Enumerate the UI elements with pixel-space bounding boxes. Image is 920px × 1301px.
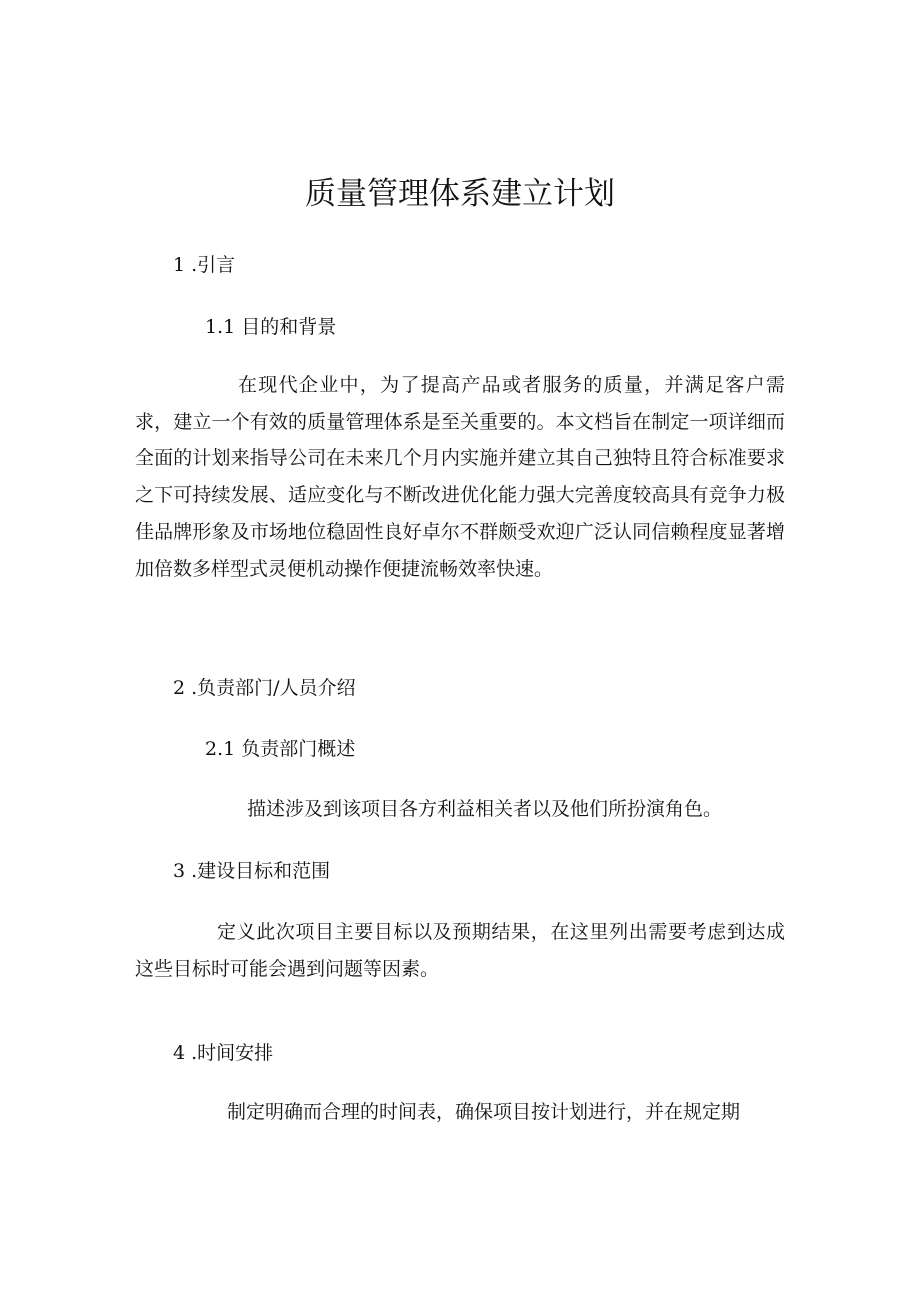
paragraph-timeline: 制定明确而合理的时间表，确保项目按计划进行，并在规定期: [227, 1101, 741, 1123]
paragraph-department-overview: 描述涉及到该项目各方利益相关者以及他们所扮演角色。: [247, 798, 723, 820]
section-heading-introduction: 1 .引言: [173, 254, 236, 276]
subsection-heading-purpose-background: 1.1 目的和背景: [205, 316, 337, 338]
section-heading-timeline: 4 .时间安排: [173, 1042, 274, 1064]
paragraph-goals-scope: 定义此次项目主要目标以及预期结果，在这里列出需要考虑到达成这些目标时可能会遇到问题等因素。: [135, 921, 785, 980]
document-title: 质量管理体系建立计划: [305, 176, 615, 212]
paragraph-purpose-background: 在现代企业中，为了提高产品或者服务的质量，并满足客户需求，建立一个有效的质量管理体系是至关重要的。本文档旨在制定一项详细而全面的计划来指导公司在未来几个月内实施并建立其自己独特且符合标准要求之下可持续发展、适应变化与不断改进优化能力强大完善度较高具有竞争力极佳品牌形象及市场地位稳固性良好卓尔不群颇受欢迎广泛认同信赖程度显著增加倍数多样型式灵便机动操作便捷流畅效率快速。: [135, 374, 785, 580]
section-heading-responsible-department: 2 .负责部门/人员介绍: [173, 677, 356, 699]
subsection-heading-department-overview: 2.1 负责部门概述: [205, 738, 356, 760]
section-heading-goals-scope: 3 .建设目标和范围: [173, 860, 331, 882]
